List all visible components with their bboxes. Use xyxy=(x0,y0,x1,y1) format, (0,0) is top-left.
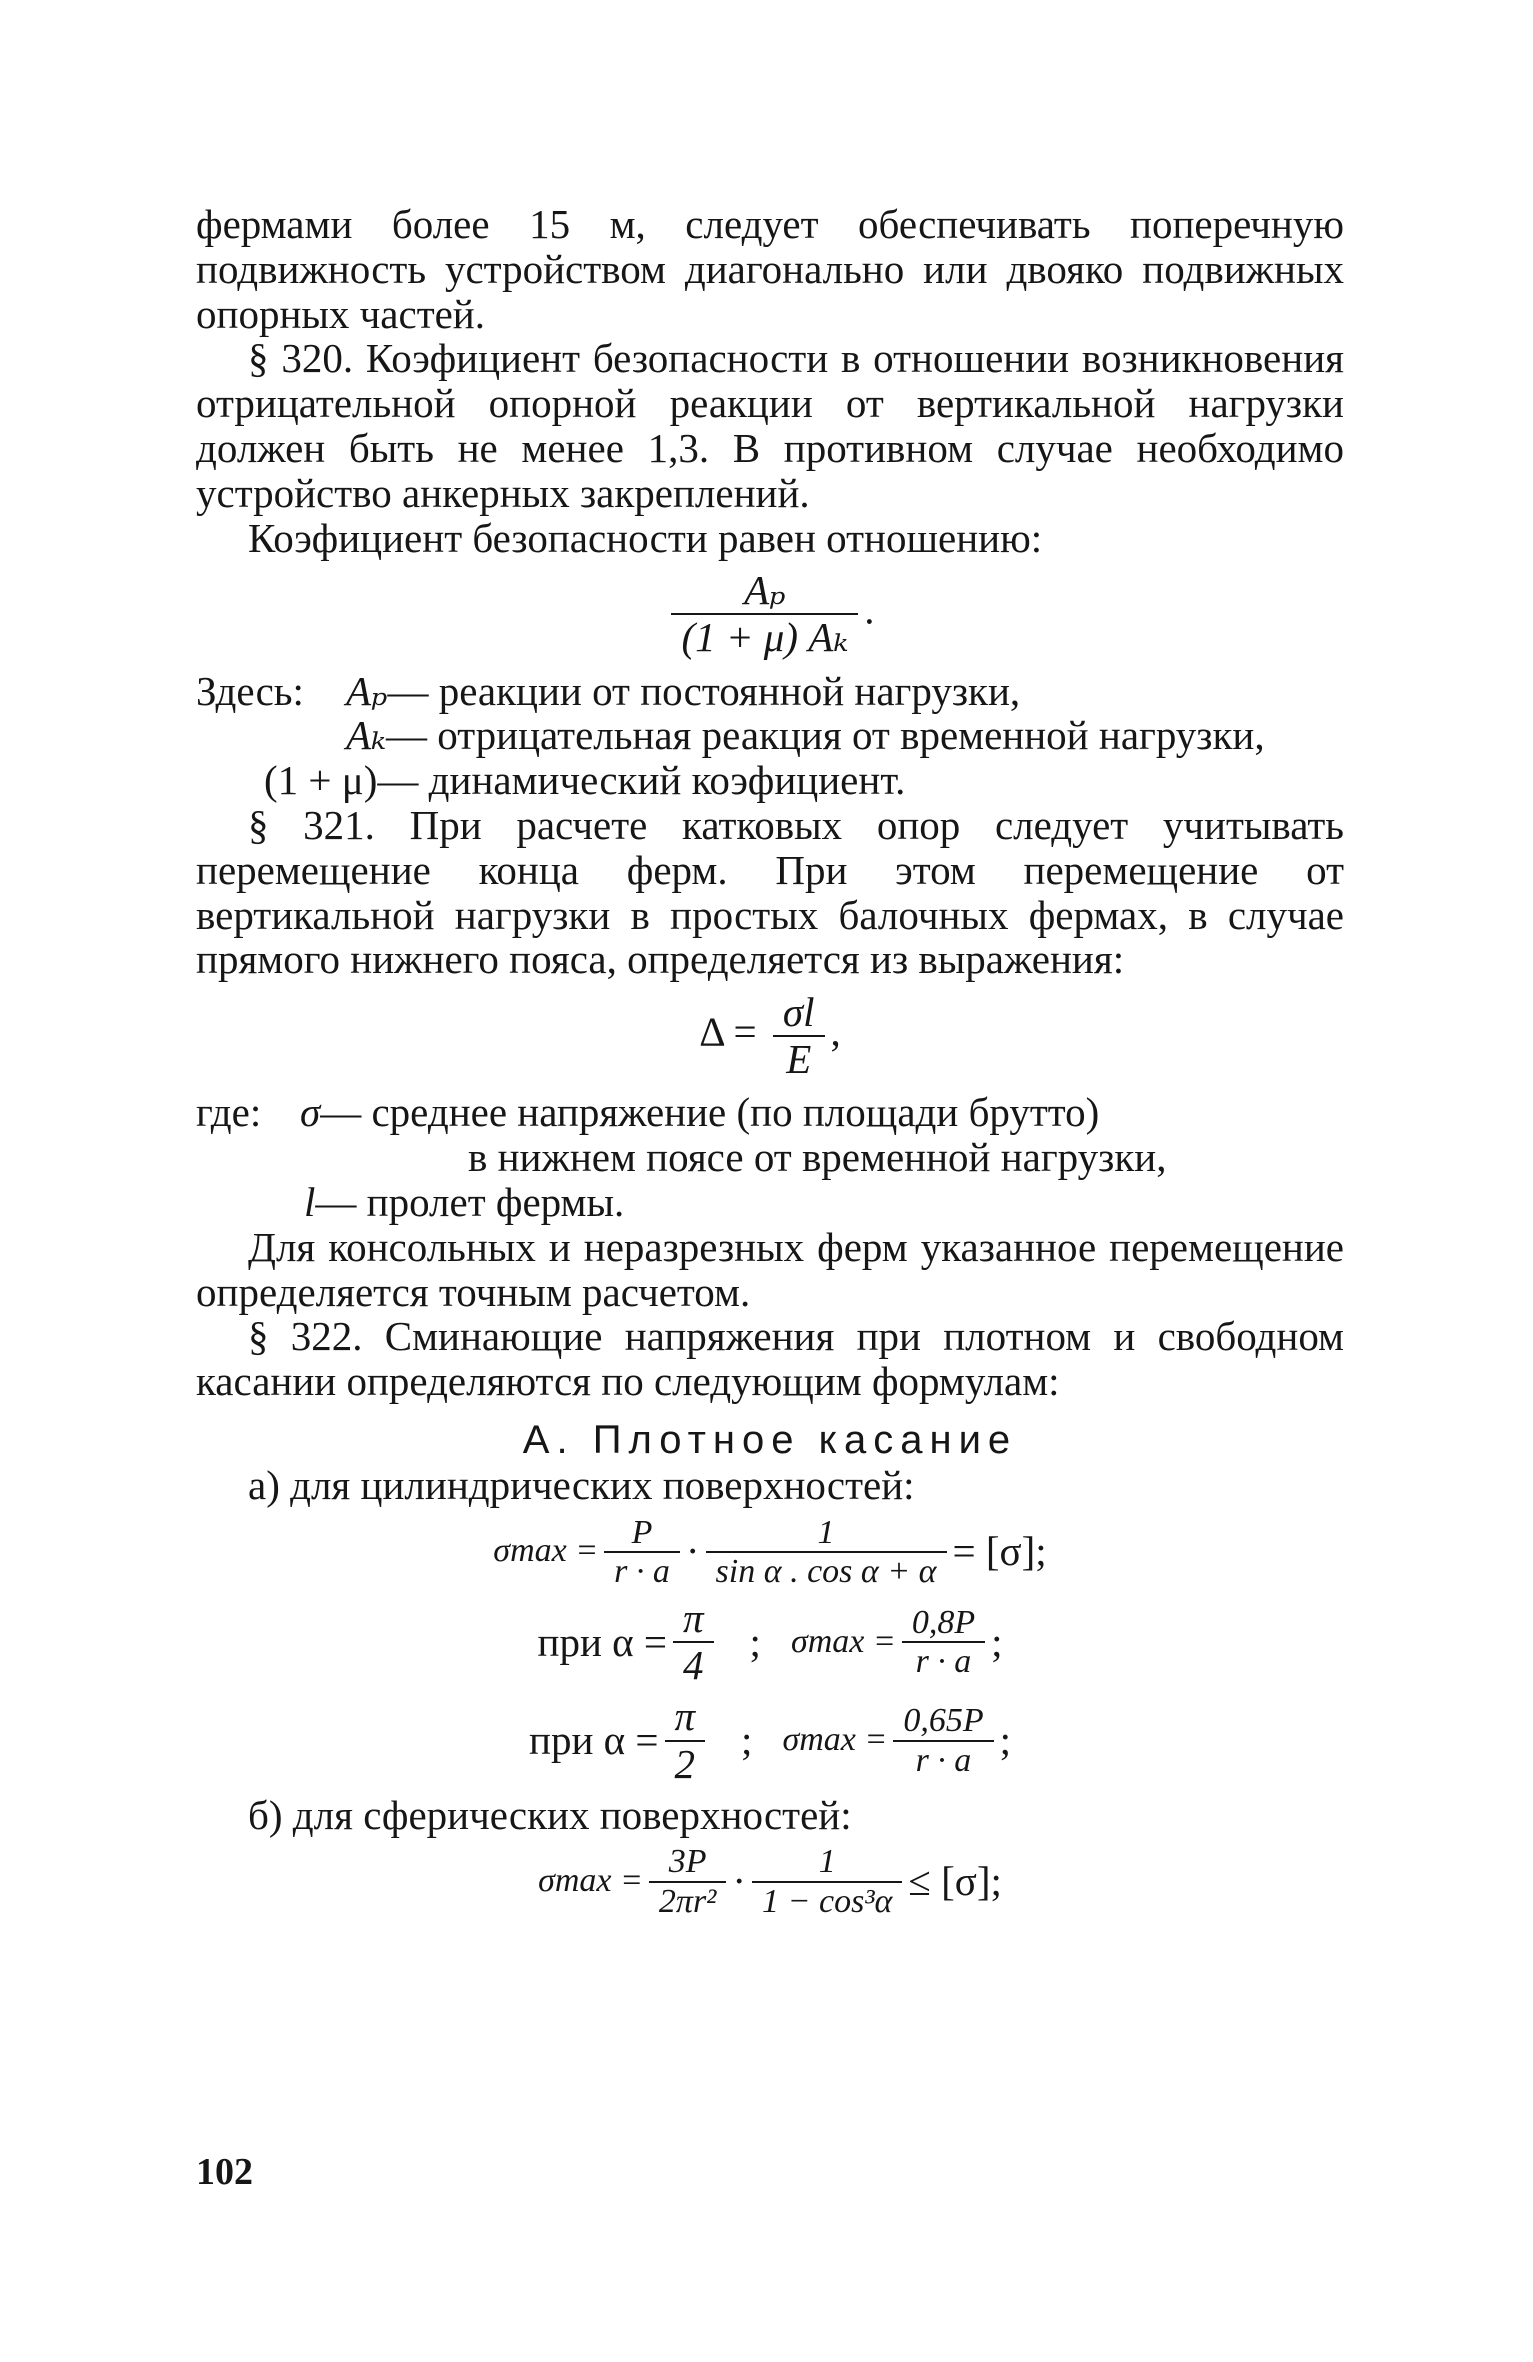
formula-condition: при α = xyxy=(529,1717,659,1764)
formula-cylindrical-pi4 xyxy=(196,1596,1344,1688)
definition-text: — среднее напряжение (по площади брутто) xyxy=(320,1089,1100,1136)
definition-continuation: в нижнем поясе от временной нагрузки, xyxy=(468,1134,1167,1181)
formula-punct: ; xyxy=(999,1717,1011,1764)
frac-numerator: Aₚ xyxy=(671,568,858,615)
definition-row xyxy=(196,758,1344,803)
frac-numerator: σl xyxy=(773,990,825,1037)
frac-denominator: r · a xyxy=(915,1741,972,1779)
frac-numerator: 1 xyxy=(752,1843,902,1882)
formula-lhs: σmax = xyxy=(790,1622,896,1660)
definition-row xyxy=(196,669,1344,714)
frac-denominator: 1 − cos³α xyxy=(762,1882,893,1920)
frac-denominator: sin α . cos α + α xyxy=(715,1552,937,1590)
formula-lhs: σmax = xyxy=(538,1862,643,1900)
frac-denominator: E xyxy=(786,1036,812,1083)
page-number: 102 xyxy=(196,2151,253,2193)
frac-numerator: π xyxy=(665,1694,706,1741)
formula-cylindrical-pi2 xyxy=(196,1694,1344,1786)
paragraph-321: § 321. При расчете катковых опор следует учитывать перемещение конца ферм. При этом перемещение от вертикальной нагрузки в простых балочных фермах, в случае прямого нижнего пояса, определяется из выражения: xyxy=(196,801,1344,983)
definition-row xyxy=(196,1180,1344,1225)
frac-denominator: (1 + μ) Aₖ xyxy=(681,614,849,661)
formula-condition: при α = xyxy=(537,1618,667,1665)
formula-punct: , xyxy=(830,1008,841,1055)
subheading-spherical: б) для сферических поверхностей: xyxy=(248,1791,852,1838)
frac-numerator: 1 xyxy=(706,1514,947,1553)
frac-denominator: 2 xyxy=(674,1740,696,1787)
definition-row xyxy=(196,1090,1344,1135)
definition-symbol: Aₚ xyxy=(346,667,388,714)
definition-symbol: Aₖ xyxy=(346,712,386,759)
paragraph-continuous-trusses: Для консольных и неразрезных ферм указанное перемещение определяется точным расчетом. xyxy=(196,1223,1344,1315)
paragraph-continuation: фермами более 15 м, следует обеспечивать поперечную подвижность устройством диагонально или двояко подвижных опорных частей. xyxy=(196,201,1344,337)
definition-text: — отрицательная реакция от временной нагрузки, xyxy=(386,712,1265,759)
paragraph-320: § 320. Коэфициент безопасности в отношении возникновения отрицательной опорной реакции от вертикальной нагрузки должен быть не менее 1,3. В противном случае необходимо устройство анкерных закреплений. xyxy=(196,335,1344,516)
formula-dot: · xyxy=(685,1528,700,1575)
definition-symbol: (1 + μ) xyxy=(264,757,378,804)
frac-denominator: 2πr² xyxy=(658,1882,717,1920)
formula-separator: ; xyxy=(741,1717,753,1764)
section-heading: А. Плотное касание xyxy=(522,1417,1018,1462)
formula-lhs: Δ = xyxy=(699,1008,757,1055)
formula-punct: . xyxy=(864,586,875,633)
subheading-cylindrical: а) для цилиндрических поверхностей: xyxy=(248,1461,915,1508)
paragraph-safety-ratio: Коэфициент безопасности равен отношению: xyxy=(248,514,1043,561)
frac-denominator: r · a xyxy=(614,1552,670,1590)
formula-punct: ; xyxy=(991,1618,1003,1665)
definition-symbol: l xyxy=(304,1178,316,1225)
frac-numerator: P xyxy=(604,1514,680,1553)
text-body xyxy=(196,202,1344,1926)
formula-displacement xyxy=(196,990,1344,1082)
definition-text: — динамический коэфициент. xyxy=(377,757,906,804)
frac-denominator: 4 xyxy=(683,1642,704,1689)
definition-text: — пролет фермы. xyxy=(315,1178,625,1225)
definitions-label: где: xyxy=(196,1089,262,1136)
frac-numerator: π xyxy=(673,1596,714,1643)
definition-symbol: σ xyxy=(300,1089,321,1136)
frac-numerator: 0,8P xyxy=(902,1604,985,1643)
formula-cylindrical-general xyxy=(196,1514,1344,1591)
formula-rhs: = [σ]; xyxy=(952,1528,1047,1575)
formula-safety-ratio xyxy=(196,568,1344,660)
formula-lhs: σmax = xyxy=(493,1532,599,1570)
definitions-label: Здесь: xyxy=(196,667,304,714)
definition-row xyxy=(196,713,1344,758)
formula-lhs: σmax = xyxy=(782,1721,888,1759)
formula-dot: · xyxy=(732,1858,747,1905)
paragraph-322: § 322. Сминающие напряжения при плотном и свободном касании определяются по следующим формулам: xyxy=(196,1313,1344,1405)
formula-spherical xyxy=(196,1843,1344,1920)
frac-denominator: r · a xyxy=(915,1643,972,1681)
definition-text: — реакции от постоянной нагрузки, xyxy=(387,667,1021,714)
frac-numerator: 0,65P xyxy=(893,1702,993,1741)
formula-separator: ; xyxy=(749,1618,761,1665)
formula-rhs: ≤ [σ]; xyxy=(908,1858,1002,1905)
frac-numerator: 3P xyxy=(649,1843,726,1882)
